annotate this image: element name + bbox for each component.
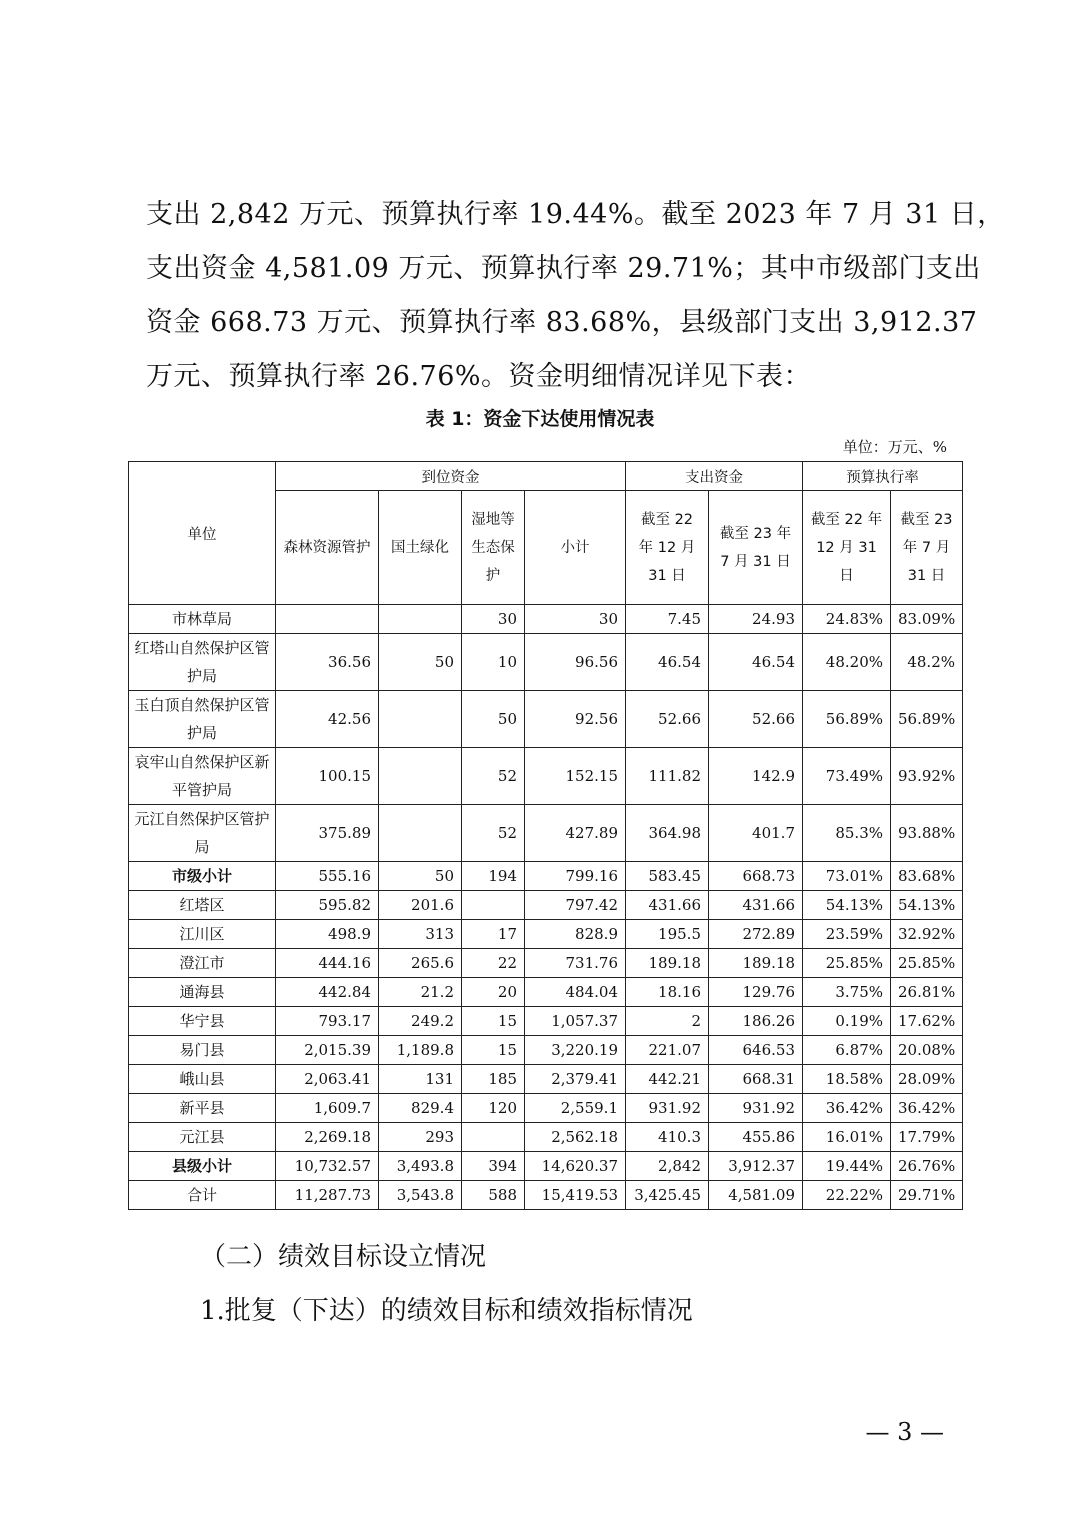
cell-s22: 46.54 [626,634,709,691]
cell-r22: 36.42% [803,1094,891,1123]
funds-table [128,461,963,1210]
cell-subtotal: 30 [525,605,626,634]
cell-subtotal: 828.9 [525,920,626,949]
cell-r23: 28.09% [891,1065,963,1094]
cell-s23: 24.93 [709,605,803,634]
cell-s23: 46.54 [709,634,803,691]
cell-r22: 73.01% [803,862,891,891]
row-unit-name: 江川区 [129,920,276,949]
intro-paragraph [146,188,1005,404]
cell-land [379,605,462,634]
row-unit-name: 合计 [129,1181,276,1210]
cell-s23: 52.66 [709,691,803,748]
cell-land: 131 [379,1065,462,1094]
cell-forest: 100.15 [276,748,379,805]
cell-r23: 25.85% [891,949,963,978]
cell-forest: 595.82 [276,891,379,920]
cell-r22: 73.49% [803,748,891,805]
cell-land: 1,189.8 [379,1036,462,1065]
cell-r23: 26.81% [891,978,963,1007]
cell-subtotal: 427.89 [525,805,626,862]
cell-r22: 22.22% [803,1181,891,1210]
header-forest: 森林资源管护 [276,491,379,605]
cell-subtotal: 92.56 [525,691,626,748]
cell-r23: 83.09% [891,605,963,634]
cell-s23: 272.89 [709,920,803,949]
header-group-spent: 支出资金 [626,462,803,491]
cell-forest: 444.16 [276,949,379,978]
subsection-heading: 1.批复（下达）的绩效目标和绩效指标情况 [200,1296,693,1326]
cell-forest: 375.89 [276,805,379,862]
cell-s22: 221.07 [626,1036,709,1065]
paragraph-line: 资金 668.73 万元、预算执行率 83.68%，县级部门支出 3,912.37 [146,307,978,338]
cell-r23: 93.88% [891,805,963,862]
cell-wetland: 15 [462,1007,525,1036]
table-row [129,978,963,1007]
cell-r22: 85.3% [803,805,891,862]
cell-r23: 83.68% [891,862,963,891]
page-number: — 3 — [865,1418,944,1446]
row-unit-name: 元江自然保护区管护局 [129,805,276,862]
cell-land: 201.6 [379,891,462,920]
header-group-rate: 预算执行率 [803,462,963,491]
table-row [129,634,963,691]
cell-subtotal: 15,419.53 [525,1181,626,1210]
cell-subtotal: 96.56 [525,634,626,691]
table-title: 表 1：资金下达使用情况表 [425,408,655,430]
cell-wetland: 20 [462,978,525,1007]
cell-land: 50 [379,634,462,691]
table-row [129,1094,963,1123]
cell-r23: 32.92% [891,920,963,949]
cell-s23: 3,912.37 [709,1152,803,1181]
cell-land: 50 [379,862,462,891]
cell-land: 21.2 [379,978,462,1007]
cell-r23: 93.92% [891,748,963,805]
cell-subtotal: 2,559.1 [525,1094,626,1123]
table-row [129,1123,963,1152]
cell-wetland: 10 [462,634,525,691]
cell-forest: 42.56 [276,691,379,748]
cell-s22: 18.16 [626,978,709,1007]
cell-land: 265.6 [379,949,462,978]
cell-subtotal: 3,220.19 [525,1036,626,1065]
cell-s23: 455.86 [709,1123,803,1152]
cell-s22: 111.82 [626,748,709,805]
cell-wetland: 22 [462,949,525,978]
cell-forest: 11,287.73 [276,1181,379,1210]
cell-s22: 583.45 [626,862,709,891]
row-unit-name: 元江县 [129,1123,276,1152]
cell-land [379,691,462,748]
row-unit-name: 易门县 [129,1036,276,1065]
table-row [129,891,963,920]
cell-wetland: 52 [462,748,525,805]
cell-land: 3,543.8 [379,1181,462,1210]
header-rate-23: 截至 23 年 7 月 31 日 [891,491,963,605]
cell-land: 249.2 [379,1007,462,1036]
cell-land: 829.4 [379,1094,462,1123]
cell-s23: 129.76 [709,978,803,1007]
table-row [129,691,963,748]
cell-s23: 668.31 [709,1065,803,1094]
table-row [129,862,963,891]
cell-subtotal: 2,379.41 [525,1065,626,1094]
cell-forest: 2,269.18 [276,1123,379,1152]
cell-wetland: 15 [462,1036,525,1065]
cell-r23: 56.89% [891,691,963,748]
cell-r23: 20.08% [891,1036,963,1065]
table-row [129,805,963,862]
paragraph-line: 万元、预算执行率 26.76%。资金明细情况详见下表： [146,361,812,392]
cell-land: 3,493.8 [379,1152,462,1181]
header-unit: 单位 [129,462,276,605]
row-unit-name: 通海县 [129,978,276,1007]
table-row [129,1152,963,1181]
cell-s23: 142.9 [709,748,803,805]
cell-land: 293 [379,1123,462,1152]
cell-s23: 431.66 [709,891,803,920]
cell-forest: 36.56 [276,634,379,691]
cell-s22: 410.3 [626,1123,709,1152]
table-row [129,605,963,634]
cell-s22: 431.66 [626,891,709,920]
header-wetland: 湿地等生态保护 [462,491,525,605]
cell-subtotal: 2,562.18 [525,1123,626,1152]
cell-wetland [462,891,525,920]
cell-r22: 56.89% [803,691,891,748]
table-row [129,1036,963,1065]
row-unit-name: 红塔山自然保护区管护局 [129,634,276,691]
row-unit-name: 市林草局 [129,605,276,634]
cell-forest: 10,732.57 [276,1152,379,1181]
cell-r22: 3.75% [803,978,891,1007]
cell-wetland: 30 [462,605,525,634]
paragraph-line: 支出 2,842 万元、预算执行率 19.44%。截至 2023 年 7 月 31 日， [146,199,1005,230]
cell-wetland: 194 [462,862,525,891]
cell-r23: 17.79% [891,1123,963,1152]
cell-subtotal: 484.04 [525,978,626,1007]
cell-forest: 793.17 [276,1007,379,1036]
header-rate-22: 截至 22 年 12 月 31 日 [803,491,891,605]
cell-s23: 401.7 [709,805,803,862]
row-unit-name: 县级小计 [129,1152,276,1181]
header-spent-23: 截至 23 年 7 月 31 日 [709,491,803,605]
cell-forest: 2,063.41 [276,1065,379,1094]
cell-r23: 54.13% [891,891,963,920]
header-group-arrived: 到位资金 [276,462,626,491]
cell-land [379,748,462,805]
cell-r23: 26.76% [891,1152,963,1181]
cell-r22: 16.01% [803,1123,891,1152]
cell-s22: 2 [626,1007,709,1036]
cell-r22: 6.87% [803,1036,891,1065]
cell-s23: 931.92 [709,1094,803,1123]
cell-s23: 186.26 [709,1007,803,1036]
paragraph-line: 支出资金 4,581.09 万元、预算执行率 29.71%；其中市级部门支出 [146,253,981,284]
cell-wetland: 50 [462,691,525,748]
cell-s22: 3,425.45 [626,1181,709,1210]
cell-s22: 364.98 [626,805,709,862]
cell-r23: 17.62% [891,1007,963,1036]
table-row [129,1181,963,1210]
cell-s22: 2,842 [626,1152,709,1181]
cell-subtotal: 1,057.37 [525,1007,626,1036]
cell-forest [276,605,379,634]
cell-s22: 7.45 [626,605,709,634]
cell-r22: 19.44% [803,1152,891,1181]
cell-r22: 24.83% [803,605,891,634]
row-unit-name: 红塔区 [129,891,276,920]
cell-land: 313 [379,920,462,949]
cell-subtotal: 799.16 [525,862,626,891]
cell-subtotal: 152.15 [525,748,626,805]
table-body [129,605,963,1210]
cell-wetland: 52 [462,805,525,862]
cell-forest: 2,015.39 [276,1036,379,1065]
cell-subtotal: 731.76 [525,949,626,978]
cell-s22: 195.5 [626,920,709,949]
header-spent-22: 截至 22 年 12 月 31 日 [626,491,709,605]
cell-forest: 555.16 [276,862,379,891]
cell-r23: 48.2% [891,634,963,691]
row-unit-name: 澄江市 [129,949,276,978]
cell-r22: 48.20% [803,634,891,691]
cell-r23: 29.71% [891,1181,963,1210]
table-row [129,920,963,949]
section-heading: （二）绩效目标设立情况 [200,1242,487,1272]
cell-s22: 442.21 [626,1065,709,1094]
cell-wetland [462,1123,525,1152]
cell-r22: 54.13% [803,891,891,920]
row-unit-name: 哀牢山自然保护区新平管护局 [129,748,276,805]
cell-subtotal: 797.42 [525,891,626,920]
row-unit-name: 华宁县 [129,1007,276,1036]
cell-s23: 646.53 [709,1036,803,1065]
cell-wetland: 185 [462,1065,525,1094]
table-row [129,1007,963,1036]
table-row [129,949,963,978]
cell-wetland: 394 [462,1152,525,1181]
cell-r22: 18.58% [803,1065,891,1094]
cell-s23: 4,581.09 [709,1181,803,1210]
cell-r22: 23.59% [803,920,891,949]
cell-s22: 52.66 [626,691,709,748]
cell-r23: 36.42% [891,1094,963,1123]
cell-s22: 189.18 [626,949,709,978]
cell-wetland: 588 [462,1181,525,1210]
unit-note: 单位：万元、% [842,438,947,456]
cell-s23: 668.73 [709,862,803,891]
cell-forest: 498.9 [276,920,379,949]
cell-forest: 1,609.7 [276,1094,379,1123]
cell-wetland: 120 [462,1094,525,1123]
cell-r22: 0.19% [803,1007,891,1036]
table-row [129,748,963,805]
cell-forest: 442.84 [276,978,379,1007]
row-unit-name: 新平县 [129,1094,276,1123]
cell-s22: 931.92 [626,1094,709,1123]
cell-r22: 25.85% [803,949,891,978]
header-subtotal: 小计 [525,491,626,605]
header-land: 国土绿化 [379,491,462,605]
cell-wetland: 17 [462,920,525,949]
row-unit-name: 市级小计 [129,862,276,891]
cell-land [379,805,462,862]
table-row [129,1065,963,1094]
row-unit-name: 玉白顶自然保护区管护局 [129,691,276,748]
row-unit-name: 峨山县 [129,1065,276,1094]
cell-subtotal: 14,620.37 [525,1152,626,1181]
cell-s23: 189.18 [709,949,803,978]
